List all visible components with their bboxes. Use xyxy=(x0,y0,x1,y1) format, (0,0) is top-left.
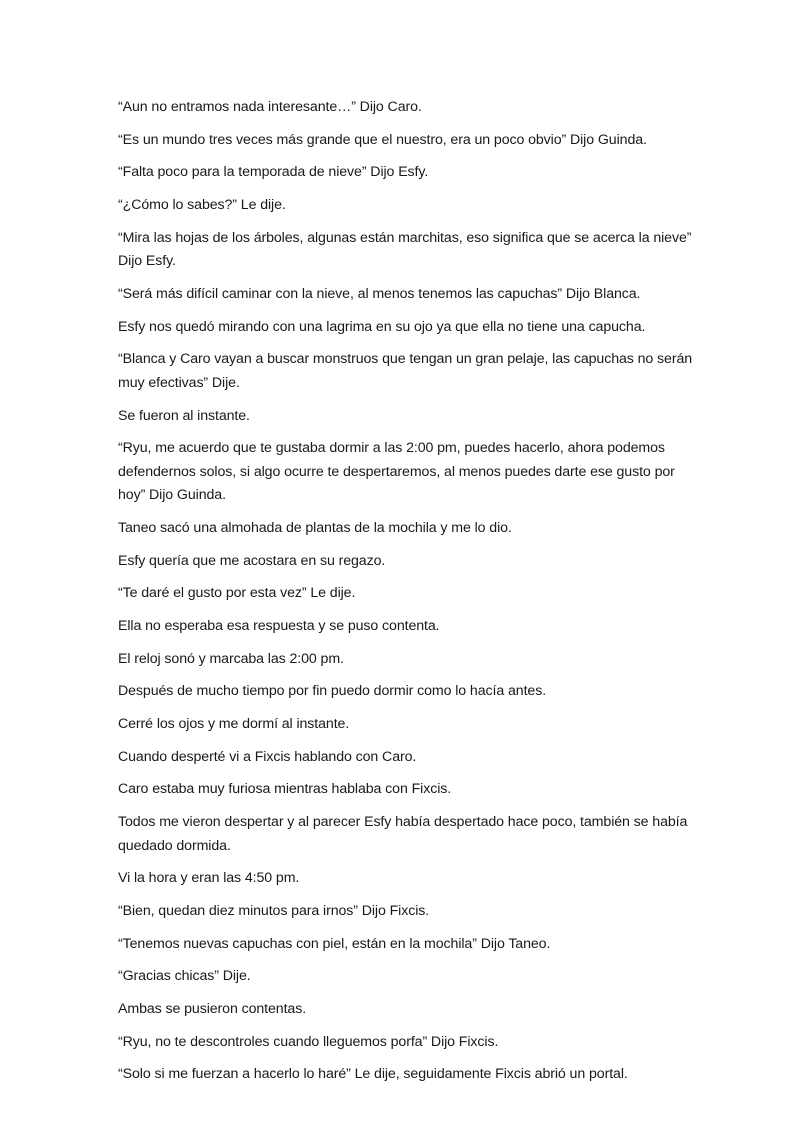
paragraph: Esfy nos quedó mirando con una lagrima en su ojo ya que ella no tiene una capucha. xyxy=(118,318,646,335)
paragraph: Vi la hora y eran las 4:50 pm. xyxy=(118,870,300,887)
paragraph: Taneo sacó una almohada de plantas de la mochila y me lo dio. xyxy=(118,519,512,536)
paragraph: “Será más difícil caminar con la nieve, al menos tenemos las capuchas” Dijo Blanca. xyxy=(118,285,641,302)
paragraph: “Gracias chicas” Dije. xyxy=(118,968,251,985)
paragraph: Esfy quería que me acostara en su regazo. xyxy=(118,552,386,569)
paragraph: “Bien, quedan diez minutos para irnos” Dijo Fixcis. xyxy=(118,902,430,919)
paragraph: “Aun no entramos nada interesante…” Dijo Caro. xyxy=(118,99,422,115)
paragraph: “¿Cómo lo sabes?” Le dije. xyxy=(118,197,286,214)
paragraph: “Es un mundo tres veces más grande que el nuestro, era un poco obvio” Dijo Guinda. xyxy=(118,131,647,148)
paragraph: “Solo si me fuerzan a hacerlo lo haré” Le dije, seguidamente Fixcis abrió un portal. xyxy=(118,1066,628,1083)
paragraph: Todos me vieron despertar y al parecer Esfy había despertado hace poco, también se había quedado dormida. xyxy=(118,814,688,854)
paragraph: “Ryu, me acuerdo que te gustaba dormir a las 2:00 pm, puedes hacerlo, ahora podemos defendernos solos, si algo ocurre te despertaremos, al menos puedes darte ese gusto por hoy” Dijo Guinda. xyxy=(118,440,675,504)
paragraph: Ella no esperaba esa respuesta y se puso contenta. xyxy=(118,617,440,634)
document-body xyxy=(118,96,698,1096)
paragraph: “Blanca y Caro vayan a buscar monstruos que tengan un gran pelaje, las capuchas no serán muy efectivas” Dije. xyxy=(118,351,693,391)
paragraph: “Mira las hojas de los árboles, algunas están marchitas, eso significa que se acerca la nieve” Dijo Esfy. xyxy=(118,229,692,270)
paragraph: “Te daré el gusto por esta vez” Le dije. xyxy=(118,585,356,602)
paragraph: Caro estaba muy furiosa mientras hablaba con Fixcis. xyxy=(118,781,452,798)
paragraph: “Falta poco para la temporada de nieve” Dijo Esfy. xyxy=(118,164,429,181)
paragraph: Se fueron al instante. xyxy=(118,407,250,424)
paragraph: “Ryu, no te descontroles cuando lleguemos porfa” Dijo Fixcis. xyxy=(118,1033,499,1050)
paragraph: Ambas se pusieron contentas. xyxy=(118,1001,307,1017)
paragraph: Cerré los ojos y me dormí al instante. xyxy=(118,716,350,732)
paragraph: “Tenemos nuevas capuchas con piel, están en la mochila” Dijo Taneo. xyxy=(118,935,551,952)
paragraph: Después de mucho tiempo por fin puedo dormir como lo hacía antes. xyxy=(118,683,547,700)
paragraph: El reloj sonó y marcaba las 2:00 pm. xyxy=(118,650,344,667)
paragraph: Cuando desperté vi a Fixcis hablando con Caro. xyxy=(118,748,417,765)
